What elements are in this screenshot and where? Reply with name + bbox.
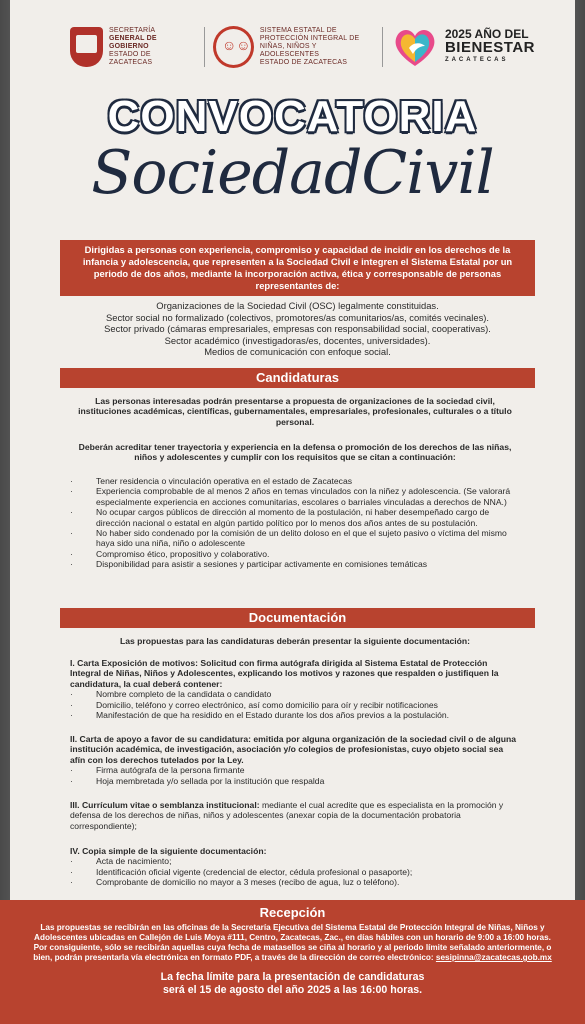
- documentacion-heading: Documentación: [60, 608, 535, 628]
- list-item: · Hoja membretada y/o sellada por la institución que respalda: [70, 776, 520, 786]
- sipinna-line-1: SISTEMA ESTATAL DE: [259, 27, 337, 34]
- sipinna-line-2: PROTECCIÓN INTEGRAL DE: [259, 35, 360, 42]
- bienestar-logo: [391, 24, 535, 70]
- email-link[interactable]: sesipinna@zacatecas.gob.mx: [435, 953, 552, 962]
- candidaturas-p2: Deberán acreditar tener trayectoria y experiencia en la defensa o promoción de los derechos de las niñas, niños y adolescentes y cumplir con los requisitos que se citan a continuación:: [78, 442, 512, 463]
- list-item: · Firma autógrafa de la persona firmante: [70, 765, 520, 775]
- list-item: · No haber sido condenado por la comisión de un delito doloso en el que el sujeto pasivo o víctima del mismo haya sido una niña, niño o adolescente: [70, 528, 520, 549]
- doc-section-iv: [70, 846, 520, 888]
- sector-item: Sector social no formalizado (colectivos, promotores/as comunitarios/as, comités vecinales).: [106, 311, 489, 323]
- sgg-logo: [70, 27, 196, 67]
- doc-section-i: [70, 658, 520, 720]
- page-title: CONVOCATORIA: [107, 92, 478, 141]
- poster: [10, 0, 575, 1024]
- doc-iii-text: mediante el cual acredite que es especialista en la promoción y defensa de los derechos de niñas, niños y adolescentes (anexar copia de la documentación probatoria correspondiente);: [70, 800, 504, 831]
- bienestar-line-2: BIENESTAR: [444, 38, 535, 56]
- list-item: · Tener residencia o vinculación operativa en el estado de Zacatecas: [70, 476, 520, 486]
- list-item: · Acta de nacimiento;: [70, 856, 520, 866]
- sipinna-logo: [213, 26, 374, 68]
- bienestar-line-3: ZACATECAS: [444, 56, 509, 63]
- doc-section-iii: [70, 800, 520, 831]
- children-circle-icon: [213, 26, 254, 68]
- list-item: · Disponibilidad para asistir a sesiones y participar activamente en comisiones temáticas: [70, 559, 520, 569]
- candidaturas-p1: Las personas interesadas podrán presentarse a propuesta de organizaciones de la sociedad civil, instituciones académicas, científicas, gubernamentales, empresariales, profesionales, culturales o a título personal.: [78, 396, 512, 427]
- list-item: · No ocupar cargos públicos de dirección al momento de la postulación, ni haber desempeñado cargo de dirección nacional o estatal en algún partido político por lo menos dos años antes de su postulación.: [70, 507, 520, 528]
- doc-ii-title: II. Carta de apoyo a favor de su candidatura: emitida por alguna organización de la sociedad civil o de alguna institución académica, de investigación, asociación y/o colegios de profesionistas, cuyo objeto social sea afín con los derechos tutelados por la Ley.: [70, 734, 517, 765]
- divider: [204, 27, 205, 67]
- doc-i-title: I. Carta Exposición de motivos: Solicitud con firma autógrafa dirigida al Sistema Estatal de Protección Integral de Niñas, Niños y Adolescentes, explicando los motivos y razones que respalden o justifiquen la candidatura, la cual deberá contener:: [70, 658, 499, 689]
- zacatecas-shield-icon: [70, 27, 103, 67]
- sector-list: [60, 300, 535, 358]
- divider: [382, 27, 383, 67]
- recepcion-footer: [0, 900, 585, 1024]
- documentacion-intro: Las propuestas para las candidaturas deberán presentar la siguiente documentación:: [119, 636, 471, 646]
- sgg-line-2: GENERAL DE GOBIERNO: [109, 35, 157, 50]
- list-item: · Compromiso ético, propositivo y colaborativo.: [70, 549, 520, 559]
- intro-banner: Dirigidas a personas con experiencia, compromiso y capacidad de incidir en los derechos de la infancia y adolescencia, que representen a la Sociedad Civil e integren el Sistema Estatal por un periodo de dos años, mediante la incorporación activa, ética y corresponsable de personas representantes de:: [60, 240, 535, 296]
- sector-item: Medios de comunicación con enfoque social.: [204, 346, 391, 357]
- sgg-line-1: SECRETARÍA: [109, 27, 156, 34]
- sector-item: Organizaciones de la Sociedad Civil (OSC) legalmente constituidas.: [156, 300, 439, 311]
- requirements-list: [70, 476, 520, 570]
- doc-iii-title: III. Currículum vitae o semblanza institucional:: [70, 800, 260, 810]
- list-item: · Domicilio, teléfono y correo electrónico, así como domicilio para oír y recibir notificaciones: [70, 700, 520, 710]
- list-item: · Experiencia comprobable de al menos 2 años en temas vinculados con la niñez y adolescencia. (Se valorará especialmente experiencia en acciones comunitarias, escolares o barriales vinculadas a derechos de NNA.): [70, 486, 520, 507]
- page-subtitle: SociedadCivil: [91, 138, 494, 208]
- heart-dove-icon: [391, 24, 439, 70]
- sipinna-line-4: ESTADO DE ZACATECAS: [259, 59, 348, 66]
- recepcion-text: Las propuestas se recibirán en las oficinas de la Secretaría Ejecutiva del Sistema Estatal de Protección Integral de Niñas, Niños y Adolescentes ubicadas en Callejón de Luis Moya #111, Centro, Zacatecas, Zac., en días hábiles con un horario de 9:00 a 16:00 horas. Por consiguiente, sólo se recibirán aquellas cuya fecha de matasellos se ciña al horario y al periodo límite señalado anteriormente, o bien, podrán presentarla vía electrónica en formato PDF, a través de la dirección de correo electrónico: sesipinna@zacatecas.gob.mx: [33, 923, 552, 962]
- list-item: · Nombre completo de la candidata o candidato: [70, 689, 520, 699]
- sgg-line-3: ESTADO DE ZACATECAS: [109, 51, 153, 66]
- sector-item: Sector académico (investigadoras/es, docentes, universidades).: [164, 334, 431, 346]
- list-item: · Manifestación de que ha residido en el Estado durante los dos años previos a la postulación.: [70, 710, 520, 720]
- list-item: · Comprobante de domicilio no mayor a 3 meses (recibo de agua, luz o teléfono).: [70, 877, 520, 887]
- doc-section-ii: [70, 734, 520, 786]
- candidaturas-heading: Candidaturas: [60, 368, 535, 388]
- recepcion-heading: Recepción: [259, 905, 326, 920]
- deadline-text: La fecha límite para la presentación de candidaturas será el 15 de agosto del año 2025 a las 16:00 horas.: [160, 971, 425, 996]
- sector-item: Sector privado (cámaras empresariales, empresas con responsabilidad social, cooperativas).: [104, 323, 491, 334]
- bienestar-line-1: 2025 AÑO DEL: [444, 26, 529, 41]
- list-item: · Identificación oficial vigente (credencial de elector, cédula profesional o pasaporte);: [70, 867, 520, 877]
- sipinna-line-3: NIÑAS, NIÑOS Y ADOLESCENTES: [259, 43, 320, 58]
- doc-iv-title: IV. Copia simple de la siguiente documentación:: [70, 846, 267, 856]
- logo-header: [70, 18, 535, 76]
